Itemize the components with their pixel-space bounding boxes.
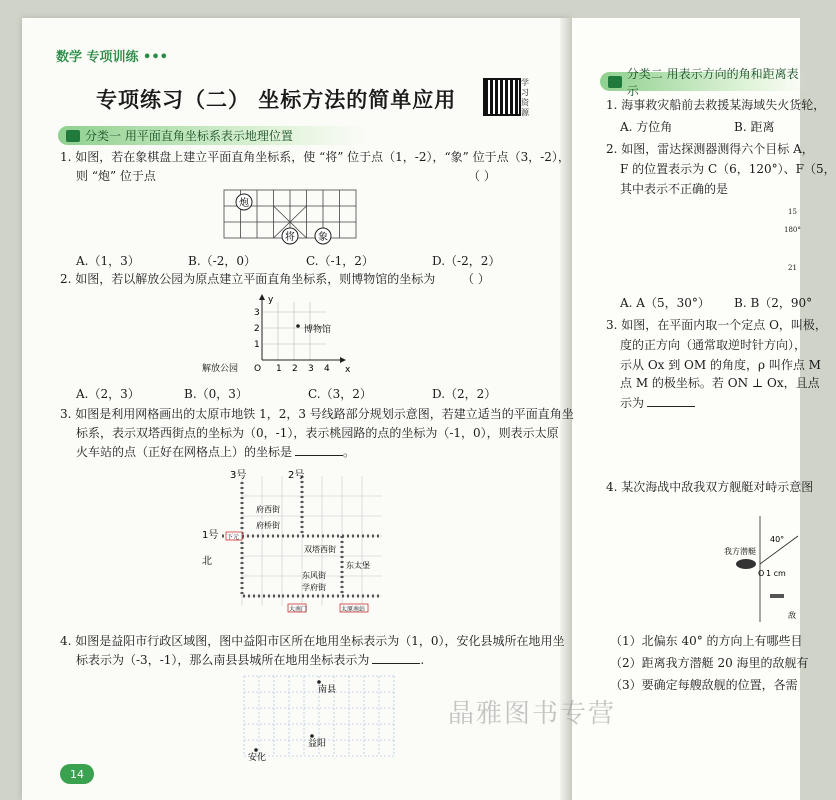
book-icon-2 [608, 76, 622, 88]
nanxian-point [317, 680, 321, 684]
dongfengjie-label: 东风街 [302, 571, 326, 580]
y-axis-label: y [268, 295, 274, 305]
r-q1: 1. 海事救灾船前去救援某海域失火货轮， [606, 98, 826, 112]
r-q2-tick-2: 180° [784, 226, 801, 234]
r-q3-line1: 3. 如图，在平面内取一个定点 O，叫极， [606, 318, 827, 332]
dongtaibao-label: 东太堡 [346, 561, 370, 570]
general-label: 将 [285, 232, 295, 243]
nanxian-label: 南县 [318, 685, 337, 695]
x-tick-3: 3 [308, 364, 314, 374]
taiyuannanzhan-label: 太原南站 [341, 606, 366, 613]
q4-line2-text: 标表示为（-3，-1），那么南县县城所在地用坐标表示为 [76, 653, 370, 667]
q3-line1: 3. 如图是利用网格画出的太原市地铁 1，2，3 号线路部分规划示意图，若建立适当的平面直角坐 [60, 407, 574, 421]
r-q4-line1: 4. 某次海战中敌我双方舰艇对峙示意图 [606, 480, 814, 494]
r-q3-line5 [620, 394, 695, 413]
category-two-label: 分类二 用表示方向的角和距离表示 [626, 66, 799, 98]
brand-header: 数学 专项训练 ••• [56, 50, 168, 65]
yiyang-map-figure [234, 668, 404, 764]
station-label-1: 大南门 [289, 606, 308, 613]
anhua-label: 安化 [248, 753, 267, 763]
elephant-label: 象 [318, 232, 328, 243]
subway-map-figure [196, 466, 396, 616]
page-number-badge: 14 [60, 764, 94, 784]
fuxijie-label: 府西街 [256, 505, 280, 514]
q1-option-a: A.（1，3） [76, 254, 140, 268]
park-label: 解放公园 [202, 364, 239, 374]
anhua-point [254, 748, 258, 752]
r-q2-tick-1: 15 [788, 208, 797, 216]
enemy-label: 敌 [788, 611, 796, 620]
submarine-label: 我方潜艇 [724, 547, 756, 556]
q2-option-c: C.（3，2） [308, 387, 372, 401]
category-two-bar [600, 66, 808, 98]
origin-label: O [254, 364, 262, 374]
r-q3-line3: 示从 Ox 到 OM 的角度，ρ 叫作点 M [620, 358, 821, 372]
q2-option-a: A.（2，3） [76, 387, 140, 401]
q4-line1: 4. 如图是益阳市行政区域图，图中益阳市区所在地用坐标表示为（1，0），安化县城所在地用坐 [60, 634, 565, 648]
y-tick-1: 1 [254, 340, 260, 350]
q1-option-d: D.（-2，2） [432, 254, 501, 268]
qr-label: 学习资源 [521, 78, 529, 117]
yiyang-label: 益阳 [308, 739, 327, 749]
naval-standoff-figure [720, 512, 800, 632]
submarine-icon [736, 559, 756, 569]
x-tick-4: 4 [324, 364, 330, 374]
r-q2-option-a: A. A（5，30°） [620, 296, 710, 310]
line3-label: 3号 [230, 470, 247, 481]
q2-option-b: B.（0，3） [184, 387, 248, 401]
scale-label: 1 cm [766, 569, 786, 578]
category-one-bar [58, 126, 366, 145]
r-q2-line1: 2. 如图，雷达探测器测得六个目标 A， [606, 142, 814, 156]
origin-o-label: O [758, 569, 765, 578]
store-watermark: 晶雅图书专营 [448, 699, 617, 729]
station-label-2: 下元 [227, 534, 240, 541]
museum-point [296, 324, 300, 328]
r-q1-option-b: B. 距离 [734, 120, 775, 134]
r-q2-line3: 其中表示不正确的是 [620, 182, 729, 196]
page-title: 专项练习（二） 坐标方法的简单应用 [96, 88, 457, 112]
museum-label: 博物馆 [304, 325, 332, 335]
q2-option-d: D.（2，2） [432, 387, 497, 401]
q3-line2: 标系，表示双塔西街点的坐标为（0，-1），表示桃园路的点的坐标为（-1，0），则表示太原 [76, 426, 559, 440]
enemy-ship-icon [770, 594, 784, 598]
fuqiaojie-label: 府桥街 [256, 521, 280, 530]
north-label: 北 [202, 556, 212, 567]
q4-line2-end: . [420, 653, 425, 667]
r-q3-line5-text: 示为 [620, 396, 645, 410]
r-q2-option-b: B. B（2，90° [734, 296, 813, 310]
qr-code-icon [483, 78, 521, 116]
xuefujie-label: 学府街 [302, 583, 326, 592]
q2-answer-paren: （ ） [462, 272, 490, 286]
park-coordinate-figure [200, 292, 360, 378]
q3-line3-end: 。 [343, 445, 356, 459]
x-tick-1: 1 [276, 364, 282, 374]
line2-label: 2号 [288, 470, 305, 481]
r-q3-line2: 度的正方向（通常取逆时针方向）， [620, 338, 807, 352]
y-tick-3: 3 [254, 308, 260, 318]
line1-label: 1号 [202, 530, 219, 541]
r-q2-tick-3: 21 [788, 264, 797, 272]
cannon-label: 炮 [239, 198, 249, 209]
q1-line2: 则 “炮” 位于点 [76, 169, 156, 183]
q4-answer-blank[interactable] [372, 663, 420, 664]
r-q2-line2: F 的位置表示为 C（6，120°）、F（5， [620, 162, 836, 176]
chessboard-figure [220, 186, 360, 248]
q1-answer-paren: （ ） [468, 169, 496, 183]
y-tick-2: 2 [254, 324, 260, 334]
r-q3-line4: 点 M 的极坐标。若 ON ⊥ Ox，且点 [620, 376, 820, 390]
r-q1-option-a: A. 方位角 [620, 120, 673, 134]
q1-option-b: B.（-2，0） [188, 254, 256, 268]
q3-line3 [76, 443, 355, 462]
r-q3-answer-blank[interactable] [647, 406, 695, 407]
yiyang-point [310, 734, 314, 738]
x-axis-label: x [345, 365, 351, 375]
category-one-label: 分类一 用平面直角坐标系表示地理位置 [85, 129, 293, 143]
q3-line3-text: 火车站的点（正好在网格点上）的坐标是 [76, 445, 293, 459]
q1-line1: 1. 如图，若在象棋盘上建立平面直角坐标系，使 “将” 位于点（1，-2），“象” 位于点（3，-2）， [60, 150, 570, 164]
r-q4-sub1: （1）北偏东 40° 的方向上有哪些目 [610, 634, 803, 648]
angle-label: 40° [770, 535, 785, 544]
q3-answer-blank[interactable] [295, 455, 343, 456]
r-q4-sub3: （3）要确定每艘敌舰的位置，各需 [610, 678, 798, 692]
q2-line1: 2. 如图，若以解放公园为原点建立平面直角坐标系，则博物馆的坐标为 [60, 272, 436, 286]
book-icon [66, 130, 80, 142]
r-q4-sub2: （2）距离我方潜艇 20 海里的敌舰有 [610, 656, 809, 670]
q1-option-c: C.（-1，2） [306, 254, 374, 268]
x-tick-2: 2 [292, 364, 298, 374]
shuangtaxijie-label: 双塔西街 [304, 545, 336, 554]
